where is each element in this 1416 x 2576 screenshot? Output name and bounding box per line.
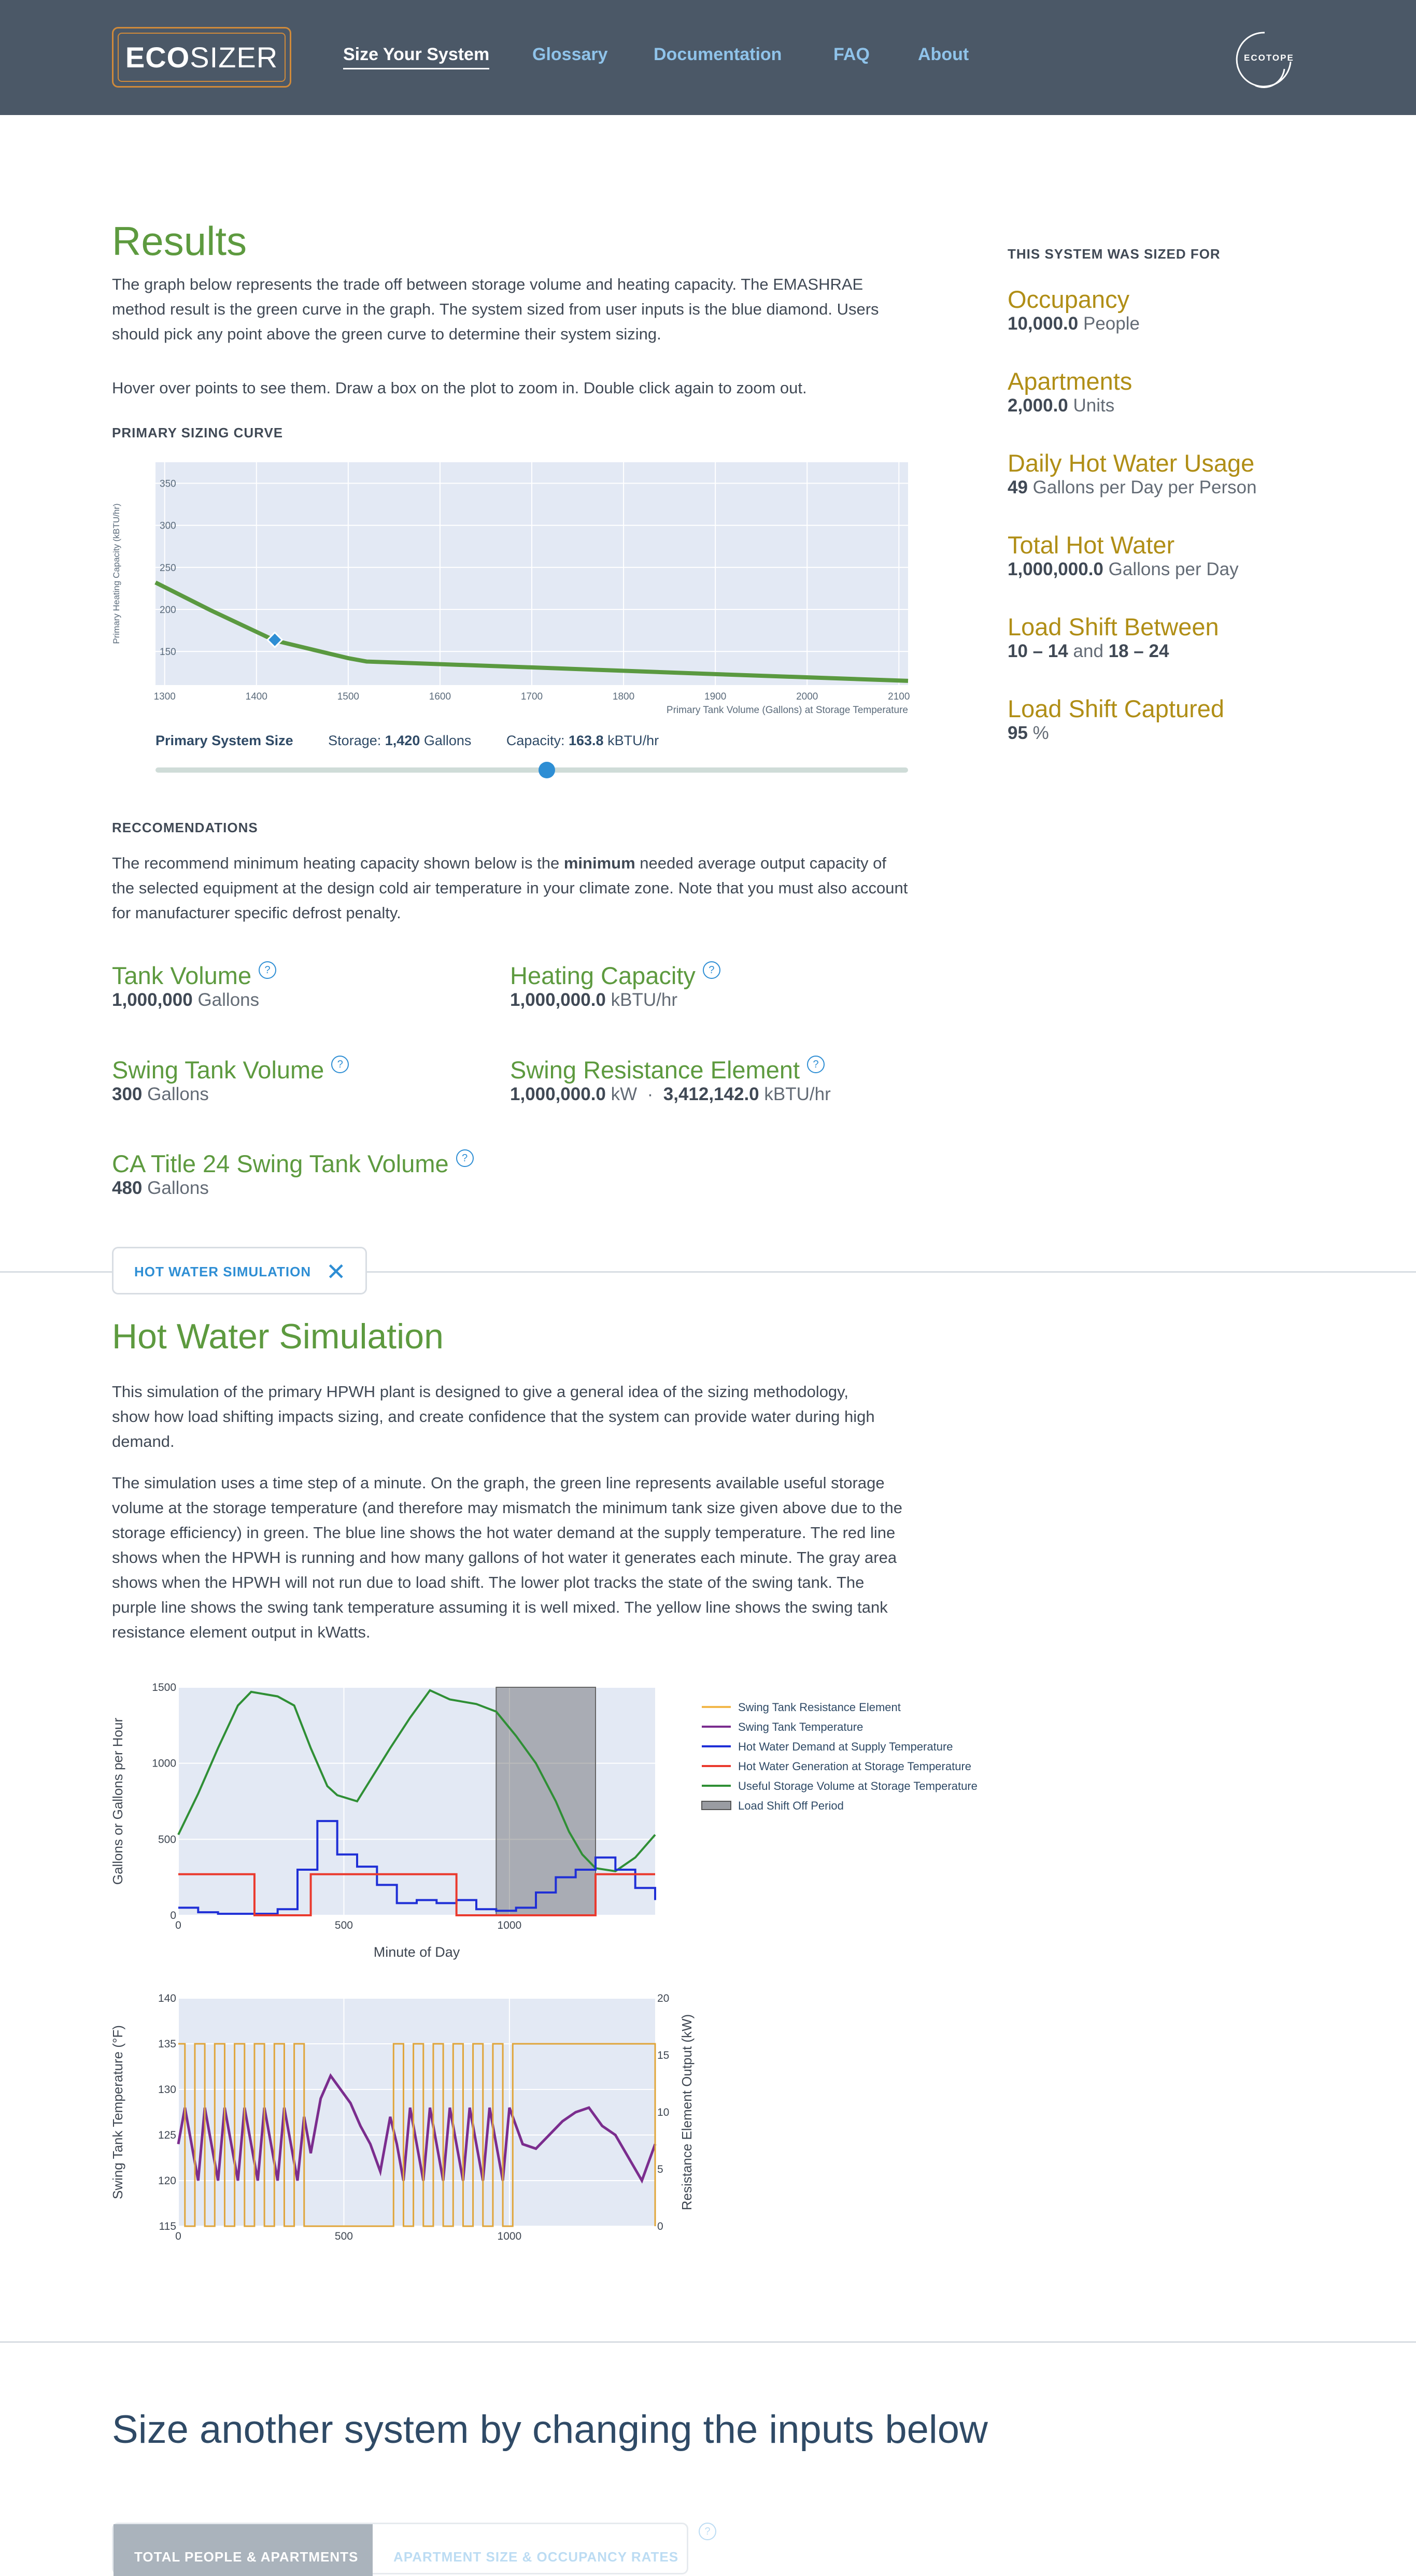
help-icon[interactable]: ?	[456, 1149, 474, 1167]
y-tick-label: 250	[160, 562, 176, 574]
occupancy-value: 10,000.0	[1008, 314, 1079, 334]
simulation-tab[interactable]	[112, 1247, 367, 1294]
help-icon[interactable]: ?	[331, 1056, 349, 1073]
x-tick-label: 1300	[153, 691, 176, 702]
y2-tick-label: 20	[657, 1993, 670, 2004]
nav-glossary[interactable]: Glossary	[532, 45, 608, 64]
x-tick-label: 0	[175, 2230, 181, 2242]
legend-label: Useful Storage Volume at Storage Temperature	[738, 1780, 978, 1792]
x-axis-label: Primary Tank Volume (Gallons) at Storage Temperature	[666, 705, 908, 716]
x-tick-label: 1700	[520, 691, 543, 702]
ca-title24-block	[112, 1149, 474, 1199]
y-tick-label: 125	[158, 2129, 176, 2141]
swing-tank-chart[interactable]	[112, 1985, 734, 2244]
heating-capacity-unit: kBTU/hr	[611, 990, 677, 1010]
x-tick-label: 1000	[497, 1919, 522, 1931]
heating-capacity-block	[510, 961, 720, 1011]
apartments-value: 2,000.0	[1008, 395, 1068, 416]
y-tick-label: 140	[158, 1993, 176, 2004]
simulation-tab-label: HOT WATER SIMULATION	[134, 1264, 311, 1279]
results-title: Results	[112, 218, 247, 264]
heating-capacity-label: Heating Capacity	[510, 962, 696, 989]
ca-title24-label: CA Title 24 Swing Tank Volume	[112, 1150, 449, 1177]
y-axis-label: Gallons or Gallons per Hour	[110, 1717, 125, 1885]
tab-total-people[interactable]: TOTAL PEOPLE & APARTMENTS	[114, 2524, 373, 2576]
hover-hint: Hover over points to see them. Draw a box on the plot to zoom in. Double click again to zoom out.	[112, 379, 807, 397]
capacity-unit: kBTU/hr	[607, 733, 659, 748]
ecotope-wordmark: ECOTOPE	[1244, 53, 1294, 63]
y2-tick-label: 0	[657, 2221, 663, 2232]
x-axis-label: Minute of Day	[373, 1944, 460, 1960]
close-icon[interactable]: ✕	[326, 1258, 346, 1285]
total-hot-water-label: Total Hot Water	[1008, 531, 1175, 559]
tank-volume-label: Tank Volume	[112, 962, 252, 989]
load-shift-start: 10 – 14	[1008, 641, 1068, 661]
y-tick-label: 500	[158, 1833, 176, 1846]
y2-axis-label: Resistance Element Output (kW)	[679, 2014, 695, 2211]
x-tick-label: 1900	[704, 691, 727, 702]
recommendations-title: RECCOMENDATIONS	[112, 820, 258, 835]
y-tick-label: 130	[158, 2084, 176, 2096]
site-header	[0, 0, 1416, 115]
x-tick-label: 1400	[245, 691, 267, 702]
sized-for-item	[1008, 531, 1381, 613]
recommendations-text	[112, 851, 910, 926]
load-shift-captured-label: Load Shift Captured	[1008, 695, 1225, 722]
sized-for-item	[1008, 449, 1381, 531]
daily-usage-label: Daily Hot Water Usage	[1008, 449, 1255, 477]
y-tick-label: 200	[160, 604, 176, 616]
load-shift-and: and	[1073, 641, 1103, 661]
tank-volume-unit: Gallons	[197, 990, 260, 1010]
x-tick-label: 2000	[796, 691, 818, 702]
apartments-label: Apartments	[1008, 367, 1132, 395]
results-intro: The graph below represents the trade off between storage volume and heating capacity. The EMASHRAE method result is the green curve in the graph. The system sized from user inputs is the blue diamond. Users should pick any point above the green curve to determine their system sizing.	[112, 275, 879, 343]
daily-usage-value: 49	[1008, 477, 1028, 497]
capacity-label: Capacity:	[506, 733, 565, 748]
storage-unit: Gallons	[423, 733, 472, 748]
storage-label: Storage:	[328, 733, 381, 748]
swing-resistance-block	[510, 1056, 831, 1105]
occupancy-unit: People	[1083, 314, 1140, 334]
x-tick-label: 1000	[497, 2230, 522, 2242]
occupancy-label: Occupancy	[1008, 286, 1130, 313]
legend-label: Hot Water Demand at Supply Temperature	[738, 1740, 953, 1753]
y-axis-label: Primary Heating Capacity (kBTU/hr)	[111, 503, 121, 644]
y-tick-label: 115	[159, 2221, 176, 2232]
swing-tank-volume-block	[112, 1056, 349, 1105]
load-shift-end: 18 – 24	[1108, 641, 1169, 661]
system-size-slider[interactable]	[155, 767, 908, 773]
x-tick-label: 0	[175, 1919, 181, 1931]
swing-tank-volume-value: 300	[112, 1084, 143, 1104]
primary-sizing-chart[interactable]	[112, 456, 921, 725]
y-tick-label: 150	[160, 647, 176, 658]
slider-readout	[155, 733, 659, 749]
swing-tank-volume-unit: Gallons	[147, 1084, 209, 1104]
capacity-value: 163.8	[569, 733, 604, 748]
rec-text-1: The recommend minimum heating capacity shown below is the	[112, 854, 564, 872]
total-hot-water-value: 1,000,000.0	[1008, 559, 1103, 579]
plot-background	[178, 1998, 655, 2226]
input-mode-tabs	[112, 2523, 688, 2574]
nav-faq[interactable]: FAQ	[833, 45, 870, 64]
y-tick-label: 120	[158, 2175, 176, 2187]
ecosizer-logo[interactable]	[112, 27, 291, 88]
storage-value: 1,420	[385, 733, 420, 748]
ca-title24-unit: Gallons	[147, 1178, 209, 1198]
legend-label: Swing Tank Resistance Element	[738, 1701, 901, 1714]
y-axis-label: Swing Tank Temperature (°F)	[110, 2025, 125, 2200]
sized-for-list	[1008, 285, 1381, 776]
logo-text: ECO SIZER	[118, 33, 286, 82]
tank-volume-value: 1,000,000	[112, 990, 193, 1010]
hot-water-simulation-chart[interactable]	[112, 1674, 1035, 1974]
y-tick-label: 300	[160, 520, 176, 532]
slider-thumb[interactable]	[539, 762, 555, 778]
swing-resistance-btu-value: 3,412,142.0	[663, 1084, 759, 1104]
simulation-title: Hot Water Simulation	[112, 1317, 444, 1356]
apartments-unit: Units	[1073, 395, 1115, 416]
ecotope-logo[interactable]	[1228, 29, 1301, 91]
help-icon[interactable]: ?	[703, 961, 720, 979]
heating-capacity-value: 1,000,000.0	[510, 990, 606, 1010]
rec-text-2: needed average output capacity of the selected equipment at the design cold air temperature in your climate zone. Note that you must also account for manufacturer specific defrost penalty.	[112, 854, 908, 922]
y-tick-label: 1000	[152, 1757, 176, 1770]
y-tick-label: 135	[158, 2038, 176, 2050]
load-shift-captured-value: 95	[1008, 723, 1028, 743]
y2-tick-label: 5	[657, 2164, 663, 2175]
total-hot-water-unit: Gallons per Day	[1108, 559, 1239, 579]
nav-documentation[interactable]: Documentation	[654, 45, 782, 64]
y-tick-label: 0	[170, 1910, 176, 1922]
simulation-p2: The simulation uses a time step of a minute. On the graph, the green line represents available useful storage volume at the storage temperature (and therefore may mismatch the minimum tank size given above due to the storage efficiency) in green. The blue line shows the hot water demand at the supply temperature. The red line shows when the HPWH is running and how many gallons of hot water it generates each minute. The gray area shows when the HPWH will not run due to load shift. The lower plot tracks the state of the swing tank. The purple line shows the swing tank temperature assuming it is well mixed. The yellow line shows the swing tank resistance element output in kWatts.	[112, 1474, 902, 1641]
rec-text-bold: minimum	[563, 854, 635, 872]
x-tick-label: 500	[334, 1919, 353, 1931]
value-separator: ·	[647, 1084, 654, 1104]
y2-tick-label: 10	[657, 2107, 670, 2118]
load-shift-captured-unit: %	[1032, 723, 1049, 743]
sized-for-item	[1008, 613, 1381, 694]
y-tick-label: 350	[160, 478, 176, 490]
legend-label: Hot Water Generation at Storage Temperature	[738, 1760, 972, 1773]
y2-tick-label: 15	[657, 2050, 670, 2061]
swing-resistance-btu-unit: kBTU/hr	[764, 1084, 831, 1104]
x-tick-label: 1600	[429, 691, 451, 702]
load-shift-label: Load Shift Between	[1008, 613, 1219, 641]
size-another-title: Size another system by changing the inputs below	[112, 2408, 988, 2452]
nav-size-your-system[interactable]: Size Your System	[343, 45, 489, 69]
help-icon[interactable]: ?	[259, 961, 276, 979]
swing-resistance-label: Swing Resistance Element	[510, 1056, 800, 1084]
tank-volume-block	[112, 961, 276, 1011]
help-icon[interactable]: ?	[699, 2523, 716, 2540]
swing-tank-volume-label: Swing Tank Volume	[112, 1056, 324, 1084]
slider-label: Primary System Size	[155, 733, 293, 748]
sized-for-item	[1008, 694, 1381, 776]
simulation-p1: This simulation of the primary HPWH plant is designed to give a general idea of the sizing methodology, show how load shifting impacts sizing, and create confidence that the system can provide water during high demand.	[112, 1383, 875, 1450]
sized-for-item	[1008, 367, 1381, 449]
help-icon[interactable]: ?	[807, 1056, 825, 1073]
x-tick-label: 500	[334, 2230, 353, 2242]
nav-about[interactable]: About	[918, 45, 969, 64]
sized-for-item	[1008, 285, 1381, 367]
y-tick-label: 1500	[152, 1682, 176, 1693]
tab-apartment-size[interactable]: APARTMENT SIZE & OCCUPANCY RATES	[393, 2549, 679, 2565]
legend-swatch	[702, 1801, 731, 1810]
x-tick-label: 1800	[612, 691, 635, 702]
swing-resistance-kw-unit: kW	[611, 1084, 638, 1104]
x-tick-label: 2100	[888, 691, 910, 702]
primary-sizing-curve-label: PRIMARY SIZING CURVE	[112, 425, 284, 440]
legend-label: Swing Tank Temperature	[738, 1720, 863, 1733]
daily-usage-unit: Gallons per Day per Person	[1032, 477, 1257, 497]
sized-for-title: THIS SYSTEM WAS SIZED FOR	[1008, 246, 1221, 262]
legend-label: Load Shift Off Period	[738, 1799, 844, 1812]
ca-title24-value: 480	[112, 1178, 143, 1198]
load-shift-off-region	[496, 1687, 596, 1915]
x-tick-label: 1500	[337, 691, 359, 702]
swing-resistance-kw-value: 1,000,000.0	[510, 1084, 606, 1104]
